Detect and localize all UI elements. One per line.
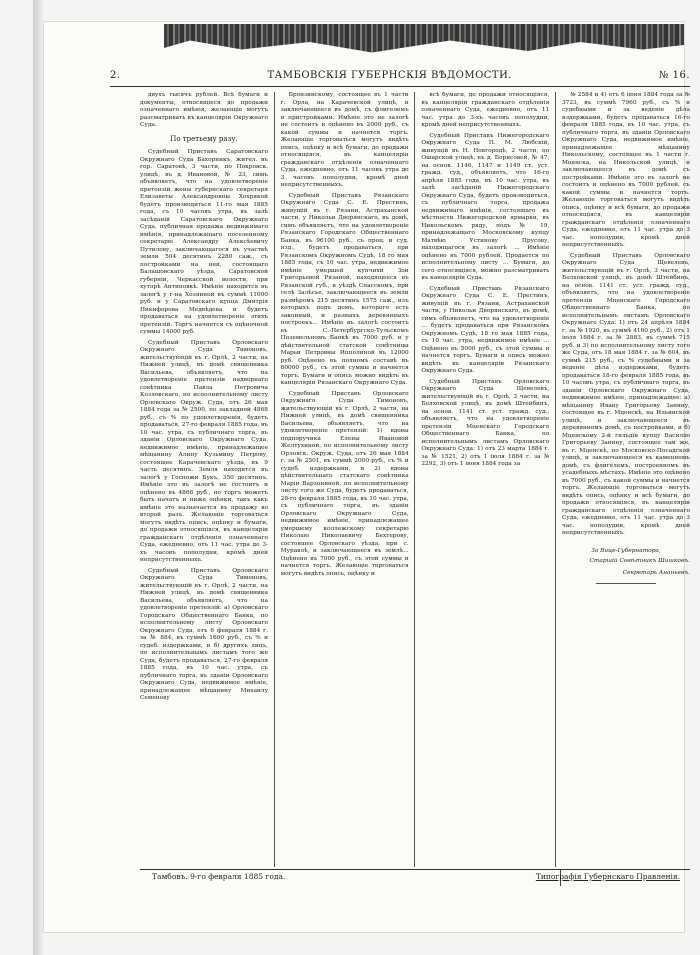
header-rule — [110, 86, 690, 87]
signature-name: Старшій Совѣтникъ Шишковъ. — [589, 558, 690, 564]
paragraph: Судебный Приставъ Орловскаго Окружнаго Суда Тимоновъ, жительствующій въ г. Орлѣ, 2 части, на Нижней улицѣ, въ домѣ священника Васильева, объявляетъ, что на удовлетвореніе претензій: 1) вдовы подпоручика Елены Ивановой Желтухиной, по исполнительному листу Орловск. Окруж. Суда, отъ 26 мая 1884 г. за № 2501, въ суммѣ 2000 руб., съ % и судеб. издержками, и 2) вдовы дѣйствительнаго статскаго совѣтника Маріи Варзониной, по исполнительному листу того же Суда, будетъ продаваться, 28-го февраля 1885 года, въ 10 час. утра, съ публичнаго торга, въ зданіи Орловскаго Окружнаго Суда, недвижимое имѣніе, принадлежащее умершему коллежскому секретарю Николаю Николаевичу Бехтерову, состоящее Орловскаго уѣзда, при с. Муравлѣ, и заключающееся въ землѣ... Оцѣнено въ 7000 руб., съ этой суммы и начнется торгъ. Желающіе торговаться могутъ видѣть опись, оцѣнку и — [280, 390, 409, 577]
closing-divider — [596, 583, 656, 584]
paragraph: Бронзинскому, состоящее въ 1 части г. Орла, на Карачевской улицѣ, и заключающееся въ домѣ, съ флигелемъ и пристройками. Имѣніе это не залогѣ не состоитъ и оцѣнено въ 2000 руб., съ какой суммы и начнется торгъ. Желающіе торговаться могутъ видѣть опись, оцѣнку и всѣ бумаги, до продажи относящіяся, въ канцеляріи гражданскаго отдѣленія означеннаго Суда, ежедневно, отъ 11 часовъ утра до 3 часовъ пополудни, кромѣ дней неприсутственныхъ. — [280, 92, 409, 188]
column-separator — [414, 92, 415, 867]
column-1 — [140, 92, 268, 867]
page-footer — [140, 872, 690, 886]
paragraph: Судебный Приставъ Рязанскаго Окружнаго Суда С. Е. Престинъ, живущій въ г. Рязани, Астраханской части, у Никольи Дворянскаго, въ домѣ, симъ объявляетъ, что на удовлетвореніе Рязанскаго Городскаго Общественнаго Банка, въ 96100 руб., съ проц. и суд. изд., будетъ продаваться, при Рязанскомъ Окружномъ Судѣ, 18 го мая 1885 года, съ 10 час. утра, недвижимое имѣніе умершей купчихи Зои Григорьевой Рязаной, находящееся въ Рязанской губ., в уѣздѣ Спасскомъ, при селѣ Залѣсье, заключающееся въ земли размѣромъ 215 десятинъ 1575 саж., изъ которыхъ подъ домъ, которого есть законный, и разныхъ деревянныхъ построекъ... Имѣніе въ залогѣ состоитъ въ С.-Петербургско-Тульскомъ Поземельномъ Банкѣ въ 7000 руб. и у дѣйствительной статской совѣтницы Марьи Петровны Ипполиной въ 12000 руб. Оцѣнено въ полномъ составѣ въ 80000 руб., съ этой суммы и начнется торгъ. Бумаги и опись можно видѣть въ канцеляріи Рязанскаго Окружнаго Суда. — [280, 192, 409, 386]
column-3 — [421, 92, 549, 867]
newspaper-title: ТАМБОВСКІЯ ГУБЕРНСКІЯ ВѢДОМОСТИ. — [267, 69, 512, 81]
paragraph: Судебный Приставъ Орловскаго Окружнаго Суда Тимоновъ, жительствующій въ г. Орлѣ, 2 части, на Нижней улицѣ, въ домѣ священника Васильева, объявляетъ, что на удовлетвореніе претензій: а) Орловскаго Городскаго Общественнаго Банка, по исполнительному листу Орловскаго Окружнаго Суда, отъ 6 февраля 1884 г. за № 884, въ суммѣ 1600 руб., съ % и судеб. издержками, и б) другихъ лицъ, по исполнительнымъ листамъ того же Суда, будетъ продаваться, 27-го февраля 1885 года, въ 10 час. утра, съ публичнаго торга, въ зданіи Орловскаго Окружнаго Суда, недвижимое имѣніе, принадлежащее мѣщанину Михаилу Семенову — [140, 567, 268, 701]
column-separator — [274, 92, 275, 867]
paragraph: Судебный Приставъ Орловскаго Окружнаго Суда Щевелевъ, жительствующій въ г. Орлѣ, 3 части, на Болховской улицѣ, въ домѣ Штейбинъ, на основ. 1141 ст. уст. гражд. суд., объявляетъ, что на удовлетвореніе претензіи Мценскаго Городскаго Общественнаго Банка, по исполнительнымъ листамъ Орловскаго Окружнаго Суда: 1) отъ 24 апрѣля 1884 г. за № 1920, въ суммѣ 4160 руб., 2) отъ 1 іюля 1884 г. за № 2883, въ суммѣ 715 руб. и 3) по исполнительному листу того же Суда, отъ 18 мая 1884 г. за № 604, въ суммѣ 215 руб., съ % судебными и за веденіе дѣла издержками, будетъ продаваться 18-го февраля 1885 года, въ 10 часовъ утра, съ публичнаго торга, въ зданіи Орловскаго Окружнаго Суда, недвижимое имѣніе, принадлежащее: а) мѣщанину Ивану Григорьеву Занину, состоящее въ г. Мценскѣ, на Ильинской улицѣ, и заключающееся въ деревянномъ домѣ, съ постройками, и б) Мценскому 2-й гильдіи купцу Василію Григорьеву Занину, состоящее там же, въ г. Мценскѣ, по Московско-Посадской улицѣ, и заключающееся въ каменномъ домѣ, съ флигелемъ, построенномъ въ усадебныхъ мѣстахъ. Имѣніе это оцѣнено въ 7000 руб., съ какой суммы и начнется торгъ. Желающіе торговаться могутъ видѣть опись, оцѣнку и всѣ бумаги, до продажи относящіяся, въ канцеляріи гражданскаго отдѣленія означеннаго Суда, ежедневно, отъ 11 час. утра до 3 час. пополудни, кромѣ дней неприсутственныхъ. — [561, 252, 690, 536]
signature-label: За Вице-Губернатора, — [591, 547, 661, 554]
issue-number: № 16. — [658, 69, 690, 81]
page-number: 2. — [110, 69, 121, 81]
column-separator — [555, 92, 556, 867]
paragraph: всѣ бумаги, до продажи относящіяся, въ канцеляріи гражданскаго отдѣленія означеннаго Суда, ежедневно, отъ 11 час. утра до 3-хъ часовъ пополудни, кромѣ дней неприсутственныхъ. — [421, 92, 550, 128]
text-columns — [140, 92, 690, 867]
section-title: По третьему разу. — [170, 134, 238, 143]
paragraph: Судебный Приставъ Рязанскаго Окружнаго Суда С. Е. Престинъ, живущій въ г. Рязани, Астраханской части, у Никольи Дворянскаго, въ домѣ, симъ объявляетъ, что на удовлетвореніе ... будетъ продаваться при Рязанскомъ Окружномъ Судѣ, 18 го мая 1885 года, съ 10 час. утра, недвижимое имѣніе ... Оцѣнено въ 5000 руб., съ этой суммы и начнется торгъ. Бумаги и опись можно видѣть въ канцеляріи Рязанскаго Окружнаго Суда. — [421, 285, 550, 374]
page-header — [110, 64, 690, 86]
paragraph: двухъ тысячъ рублей. Всѣ бумаги и документы, относящіеся до продажи означеннаго имѣнія, желающіе могутъ разсматривать въ канцеляріи Окружнаго Суда. — [140, 92, 268, 128]
paragraph: Судебный Приставъ Орловскаго Окружнаго Суда Тимоновъ, жительствующій въ г. Орлѣ, 2 части, на Нижней улицѣ, въ домѣ священника Васильева, объявляетъ, что на удовлетвореніе претензіи надворнаго совѣтника Павла Петровича Козловскаго, по исполнительному листу Орловскаго Окруж. Суда, отъ 26 мая 1884 года за № 2500, по закладной 4868 руб., съ % по удовлетворенія, будетъ продаваться, 27-го февраля 1885 года, въ 10 час. утра, съ публичнаго торга, въ зданіи Орловскаго Окружнаго Суда, недвижимое имѣніе, принадлежащее мѣщанину Алипу Кузьмину Петрову, состоящее Карачевскаго уѣзда, въ 9 часть десятинъ. Земля находится въ залогѣ у Госпожи Букъ, 350 десятинъ. Имѣніе это въ залогѣ не состоитъ и оцѣнено въ 4868 руб., но торгъ можетъ быть начатъ и ниже оцѣнки, такъ какъ имѣніе это назначается въ продажу во второй разъ. Желающіе торговаться могутъ видѣть опись, оцѣнку и бумаги, до продажи относящіяся, въ канцеляріи гражданскаго отдѣленія означеннаго Суда, ежедневно, отъ 11 час. утра до 3-хъ часовъ пополудни, кромѣ дней неприсутственныхъ. — [140, 339, 268, 563]
paragraph: Судебный Приставъ Нижегородскаго Окружнаго Суда П. М. Любскій, живущій въ Н. Новгородѣ, 2 части, по Ошарской улицѣ, въ д. Борисовой, № 47, на основ. 1146, 1147 и 1149 ст. уст. гражд. суд., объявляетъ, что 16-го апрѣля 1885 года, въ 10 час. утра, въ залѣ засѣданій Нижегородскаго Окружнаго Суда, будетъ производиться, съ публичнаго торга, продажа недвижимаго имѣнія, состоящаго въ мѣстности Нижегородской ярмарки, въ Никольскомъ ряду, подъ № 19, принадлежащаго Московскому купцу Матвѣю Устинову Прусову, находящагося въ залогѣ ... Имѣніе оцѣнено въ 7000 рублей. Продается по исполнительному листу ... Бумаги, до сего относящіяся, можно разсматривать въ канцеляріи Суда. — [421, 132, 550, 281]
imprint-line: Тамбовъ. 9-го февраля 1885 года. — [152, 872, 286, 881]
paragraph: Судебный Приставъ Саратовскаго Окружнаго Суда Бахорникъ, жител. въ гор. Саратовѣ, 3 части, по Покровск. улицѣ, въ д. Ивановой, № 23, симъ объявляетъ, что на удовлетвореніе претензій жены губернскаго секретаря Елизаветы Александровны Хохрякой будетъ производиться 11-го мая 1885 года, съ 10 часовъ утра, въ залѣ засѣданій Саратовскаго Окружнаго Суда, публичная продажа недвижимаго имѣнія, принадлежащаго поселенному секретарю Александру Алексѣевичу Путилову, заключающагося въ участкѣ земли 504 десятинъ 2280 саж., съ постройками на ней, состоящаго Балашовскаго уѣзда, Саратовской губерніи, Черкасской волости, при хуторѣ Антиповкѣ. Имѣніе находится въ залогѣ у г-на Хозяиной въ суммѣ 11000 руб. и у Саратовскаго купца Дмитрія Никифорова Медвѣдева и будетъ продаваться на удовлетвореніе этихъ претензій. Торгъ начнется съ оцѣночной суммы 14000 руб. — [140, 149, 268, 335]
secretary-signature: Секретарь Ананьевъ. — [622, 569, 690, 576]
footer-rule — [140, 869, 690, 870]
column-4 — [562, 92, 690, 867]
paragraph: № 2584 и 4) отъ 6 іюня 1884 года за № 3723, въ суммѣ 7960 руб., съ % и судебными и за веденіе дѣла издержками, будетъ продаваться 16-го февраля 1885 года, въ 10 час. утра, съ публичнаго торга, въ зданіи Орловскаго Окружнаго Суда, недвижимое имѣніе, принадлежащее мѣщанину Никольскому, состоящее въ 1 части г. Мценска, на Никольской улицѣ, и заключающееся въ домѣ съ постройками. Имѣніе это въ залогѣ не состоитъ и оцѣнено въ 7000 рублей, съ какой суммы и начнется торгъ. Желающіе торговаться могутъ видѣть опись, оцѣнку и всѣ бумаги, до продажи относящіяся, въ канцеляріи гражданскаго отдѣленія означеннаго Суда, ежедневно, отъ 11 час. утра до 3 час. пополудни, кромѣ дней неприсутственныхъ. — [561, 92, 690, 248]
binding-strip — [33, 0, 43, 955]
printing-house: Типографія Губернскаго Правленія. — [535, 872, 680, 881]
torn-top-edge — [164, 24, 684, 54]
column-2 — [281, 92, 409, 867]
paragraph: Судебный Приставъ Орловскаго Окружнаго Суда Щевелевъ, жительствующій въ г. Орлѣ, 3 части, на Болховской улицѣ, въ домѣ Штейбинъ, на основ. 1141 ст. уст. гражд. суд., объявляетъ, что на удовлетвореніе претензіи Мценскаго Городскаго Общественнаго Банка, по исполнительнымъ листамъ Орловскаго Окружнаго Суда: 1) отъ 23 марта 1884 г. за № 1521, 2) отъ 1 іюля 1884 г. за № 2292, 3) отъ 1 іюня 1884 года за — [421, 378, 550, 467]
